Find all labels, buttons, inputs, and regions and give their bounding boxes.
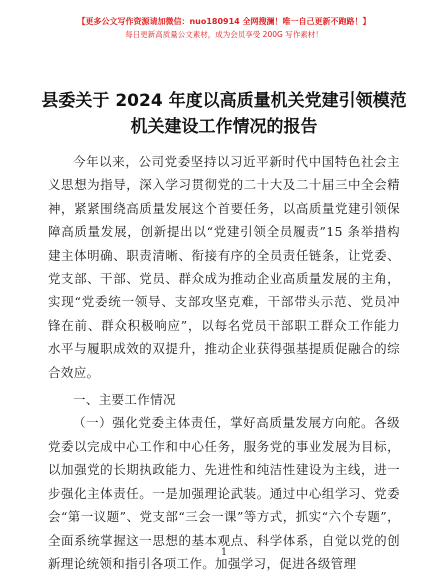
banner-line-1: 【更多公文写作资源请加微信：nuo180914 全网搜澜！唯一自己更新不跑路！】 (77, 17, 371, 26)
watermark-banner (0, 16, 448, 40)
page-number: 1 (220, 547, 228, 558)
intro-paragraph: 今年以来，公司党委坚持以习近平新时代中国特色社会主义思想为指导，深入学习贯彻党的二十大及二十届三中全会精神，紧紧围绕高质量发展这个首要任务，以高质量党建引领保障高质量发展，创新提出以“党建引领全员履责”15 条举措构建主体明确、职责清晰、衔接有序的全员责任链条，让党委、党支部、干部、党员、群众成为推动企业高质量发展的主角，实现“党委统一领导、支部攻坚克难，干部带头示范、党员冲锋在前、群众积极响应”，以每名党员干部职工群众工作能力水平与履职成效的双提升，推动企业获得强基提质促融合的综合效应。 (48, 154, 400, 380)
title-line-2: 机关建设工作情况的报告 (130, 117, 318, 137)
banner-line-2: 每日更新高质量公文素材，成为会员享受 200G 写作素材！ (125, 30, 323, 39)
document-body (48, 150, 400, 575)
subsection-paragraph: （一）强化党委主体责任，掌好高质量发展方向舵。各级党委以完成中心工作和中心任务，服务党的事业发展为目标，以加强党的长期执政能力、先进性和纯洁性建设为主线，进一步强化主体责任。一是加强理论武装。通过中心组学习、党委会“第一议题”、党支部“三会一课”等方式，抓实“六个专题”，全面系统掌握这一思想的基本观点、科学体系，自觉以党的创新理论统领和指引各项工作。加强学习，促进各级管理 (48, 415, 400, 571)
title-line-1: 县委关于 2024 年度以高质量机关党建引领模范 (41, 91, 407, 111)
section-heading: 一、主要工作情况 (73, 392, 176, 408)
document-title (40, 88, 408, 140)
